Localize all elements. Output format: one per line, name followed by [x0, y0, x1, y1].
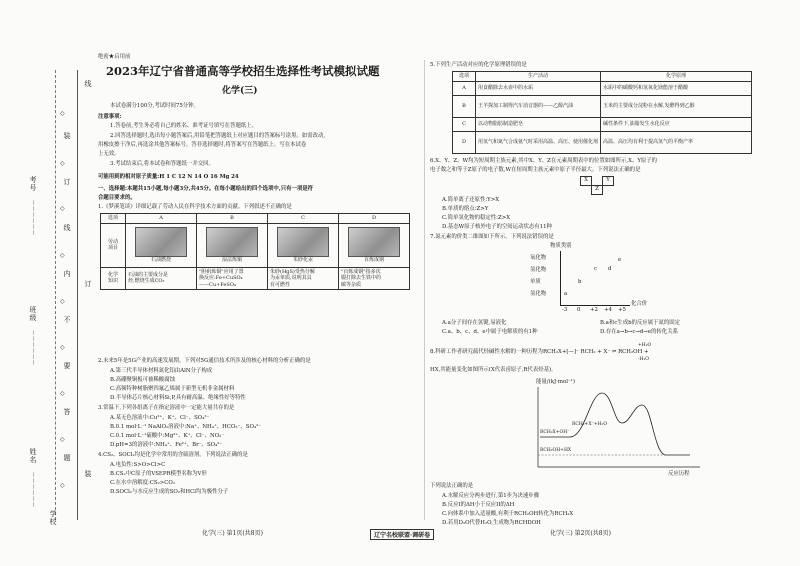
q7-point-a: a [564, 291, 568, 297]
q8-label-product: RCH₂OH+HX [540, 448, 572, 453]
subtitle: 化学(三) [222, 86, 258, 96]
q5-row-d-option: D [453, 131, 476, 153]
steel-image [348, 227, 400, 257]
q1-knowledge-d [339, 267, 410, 290]
diamond-1: ◇ [60, 110, 65, 117]
dash-1: —————— [30, 200, 36, 236]
note-line-4: 上无效。 [98, 151, 120, 157]
q3-option-a: A.某无色溶液中:Cu²⁺、K⁺、Cl⁻、SO₄²⁻ [110, 415, 210, 421]
question-7: 7.氮元素的价类二维图如下所示。下列说法错误的是 [430, 234, 554, 240]
binding-word-1: 装 [63, 132, 71, 140]
diamond-9: ◇ [60, 482, 65, 489]
binding-margin [0, 0, 96, 566]
q5-header-principle: 化学原理 [601, 72, 752, 82]
q6-option-a: A.简单离子还原性:Y>X [442, 197, 500, 203]
q7-x-axis [560, 305, 630, 306]
q1-header-d: D [339, 214, 410, 224]
left-column [98, 46, 418, 546]
binding-word-6: 要 [63, 362, 71, 370]
margin-solid-line [77, 70, 78, 520]
q1-knowledge-d-1: "百炼成钢"指多次 [341, 268, 381, 275]
q1-knowledge-a-2: 烃,燃烧生成CO₂ [128, 278, 165, 285]
diamond-7: ◇ [60, 390, 65, 397]
league-stamp: 辽宁名校联盟·调研卷 [370, 529, 434, 540]
q5-row-b-activity: 王羊探加工制得汽车消音器的——乙醇汽油 [476, 95, 601, 117]
q2-option-b: B.高硼聚铜板可被稀酸腐蚀 [110, 377, 175, 383]
q8-frac-bottom: -H₂O [638, 357, 649, 362]
q5-row-b-option: B [453, 95, 476, 117]
q7-tick-4: +4 [604, 307, 612, 313]
banji-label: 班级 [29, 306, 37, 322]
q1-knowledge-d-2: 锻打除去生铁中的 [341, 275, 382, 281]
q3-option-c: C.0.1 mol·L⁻¹硫酸中:Mg²⁺、K⁺、Cl⁻、NO₃⁻ [110, 433, 225, 439]
section-1-heading: 一、选择题:本题共15小题,每小题3分,共45分。在每小题给出的四个选项中,只有一项是符 [98, 186, 314, 192]
q8-option-b: B.反应I的ΔH小于反应II的ΔH [442, 502, 515, 508]
q8-option-a: A.水解反应分两步进行,第1步为决速步骤 [442, 493, 539, 499]
question-8-cont: HX,其能量变化如图所示(X代表卤原子,R代表烃基)。 [430, 367, 557, 373]
q3-option-b: B.0.1 mol·L⁻¹ NaAlO₂溶液中:Na⁺、NH₄⁺、HCO₃⁻、SO₄²⁻ [110, 424, 262, 430]
q5-row-c-option: C [453, 117, 476, 131]
cinnabar-image [277, 227, 329, 257]
question-2: 2.未来5年是5G产业的高速发展期。下列对5G通信技术所涉及的核心材料的分析正确的是 [98, 358, 311, 364]
q7-option-d: D.存在a→b→c→d→e的转化关系 [600, 329, 678, 335]
q1-row1-label-line2: 项目 [107, 245, 118, 251]
q7-tick-1: -3 [562, 307, 568, 313]
q1-row1-label-line1: 劳动 [107, 238, 118, 245]
q1-caption-b: 湿法炼铜 [221, 256, 242, 263]
atomic-mass-line: 可能用到的相对原子质量:H 1 C 12 N 14 O 16 Mg 24 [98, 174, 239, 180]
dash-3: —————— [30, 472, 36, 508]
q2-option-a: A.第三代半导体材料氮化铝由AlN分子构成 [110, 368, 213, 374]
q2-option-d: D.半导体芯片核心材料Si,P,具有耐高温、绝缘性好等特性 [110, 395, 246, 401]
q8-ylabel: 能量/(kJ·mol⁻¹) [536, 379, 576, 385]
q1-knowledge-c-1: 朱砂(HgS)受热分解 [270, 268, 315, 275]
diamond-6: ◇ [60, 344, 65, 351]
q1-knowledge-b-1: "胆矾炼铜"应用了置 [199, 268, 244, 275]
q4-option-d: D.SOCl₂与水反应生成的SO₂和HCl均为极性分子 [110, 489, 229, 495]
q7-xlabel: 化合价 [631, 301, 648, 307]
q1-knowledge-b-2: 换反应:Fe+CuSO₄ [199, 275, 243, 281]
q8-option-c: C.向体系中加入适量酸,有利于RCH₂OH转化为RCH₂X [442, 511, 574, 517]
q6-cell-z: Z [591, 185, 603, 195]
q5-table [452, 71, 752, 154]
q1-row2-label-line2: 知识 [107, 278, 118, 285]
question-5: 5.下列生产活动对应的化学原理错误的是 [430, 62, 527, 68]
binding-word-8: 题 [63, 454, 71, 462]
diamond-4: ◇ [60, 252, 65, 259]
question-1: 1.《梦溪笔谈》详细记载了劳动人民在科学技术方面的贡献。下列叙述不正确的是 [98, 204, 292, 210]
q6-option-c: C.简单氢化物的稳定性:Z>X [442, 215, 511, 221]
binding-letter-3: 装 [84, 470, 92, 478]
q1-header-b: B [197, 214, 268, 224]
secret-label: 绝密★启用前 [98, 54, 131, 60]
q1-caption-c: 朱砂化汞 [292, 256, 313, 263]
q4-option-c: C.在水中溶解度:CS₂>CO₂ [110, 480, 176, 486]
q5-row-b-principle: 玉米的主要成分淀粉在水解,发酵得到乙醇 [601, 95, 752, 117]
q5-header-option: 选项 [453, 72, 476, 82]
q7-point-c: c [594, 266, 598, 272]
intro-text: 本试卷满分100分,考试时间75分钟。 [110, 103, 199, 109]
q8-chart [530, 379, 710, 479]
q5-row-c-activity: 以动物脂肪制造肥皂 [476, 117, 601, 131]
q8-xlabel: 反应历程 [668, 471, 690, 477]
q7-row-2: 氢化物 [530, 267, 547, 273]
q7-row-3: 单质 [530, 279, 541, 285]
q7-point-e: e [618, 257, 622, 263]
right-footer: 化学(三) 第2页(共8页) [550, 530, 611, 537]
q5-row-d-principle: 高温、高压均有利于提高氢气的平衡产率 [601, 131, 752, 153]
q5-row-a-principle: 水垢中的碳酸钙和氢氧化镁能溶于醋酸 [601, 81, 752, 95]
binding-word-7: 答 [63, 408, 71, 416]
note-line-3: 用橡皮擦干净后,再选涂其他答案标号。答非选择题时,将答案写在答题纸上。写在本试卷 [98, 142, 307, 148]
q1-header-c: C [268, 214, 339, 224]
q2-option-c: C.高频特种树脂聚四氟乙烯属于新型无机非金属材料 [110, 386, 235, 392]
q6-option-d: D.基态W原子核外电子的空间运动状态有11种 [442, 224, 552, 230]
q4-option-b: B.CS₂中C原子的VSEPR模型名称为V形 [110, 471, 207, 477]
q7-ylabel: 物质类别 [550, 243, 572, 249]
notes-title: 注意事项: [98, 114, 122, 120]
q1-knowledge-b [197, 267, 268, 290]
q1-cell-c-img [268, 223, 339, 267]
q1-header-a: A [126, 214, 197, 224]
q8-label-intermediate: RCH₂+X⁻+H₂O [572, 422, 608, 427]
center-fold [424, 60, 425, 520]
q5-header-activity: 生产活动 [476, 72, 601, 82]
q1-knowledge-c-3: 有可燃性 [270, 281, 291, 288]
oil-burning-image [135, 227, 187, 257]
q1-header-option: 选项 [101, 214, 126, 224]
q5-row-a-activity: 用食醋除去水壶中的水垢 [476, 81, 601, 95]
q1-knowledge-d-3: 碳等杂质 [341, 281, 362, 288]
question-6: 6.X、Y、Z、W均为短周期主族元素,其中X、Y、Z在元素周期表中的位置如图所示,X、Y原子的 [430, 158, 658, 164]
q1-table [100, 213, 410, 290]
q1-knowledge-a-1: 石油的主要成分是 [128, 271, 169, 278]
note-line-5: 3.考试结束后,将本试卷和答题纸一并交回。 [110, 161, 214, 167]
q7-tick-3: +2 [590, 307, 598, 313]
q1-knowledge-b-3: ——Cu+FeSO₄ [199, 281, 236, 288]
copper-image [206, 227, 258, 257]
diamond-3: ◇ [60, 205, 65, 212]
q7-option-a: A.a分子间存在氢键,易液化 [442, 320, 507, 326]
binding-word-2: 订 [63, 178, 71, 186]
q1-caption-a: 石油燃烧 [150, 256, 171, 263]
q6-cell-x: X [580, 176, 592, 186]
diamond-8: ◇ [60, 436, 65, 443]
binding-letter-2: 订 [84, 280, 92, 288]
q4-option-a: A.电负性:S>O>Cl>C [110, 462, 166, 468]
q7-option-c: C.a、b、c、d、e中属于电解质的有1种 [442, 329, 538, 335]
question-8: 8.科研工作者研究疏代烃碱性水解的一种历程为RCH₂X+[—]⁻ RCH₂ + X⁻ ⇌ RCH₂OH + [430, 349, 649, 355]
binding-letter-1: 线 [84, 80, 92, 88]
q7-tick-5: +5 [618, 307, 626, 313]
q1-cell-b-img [197, 223, 268, 267]
question-6-cont: 电子数之和等于Z原子的电子数,W在短周期主族元素中原子半径最大。下列说法正确的是 [430, 167, 641, 173]
q1-cell-a-img [126, 223, 197, 267]
right-column [430, 46, 770, 546]
q6-option-b: B.单质的熔点:Z>Y [442, 206, 489, 212]
page-title: 2023年辽宁省普通高等学校招生选择性考试模拟试题 [106, 64, 380, 78]
question-4: 4.CS₂、SOCl₂均是化学中常用的含硫溶剂。下列说法正确的是 [98, 452, 248, 458]
xingming-label: 姓名 [29, 448, 37, 464]
q8-prompt: 下列说法正确的是 [430, 483, 474, 489]
note-line-2: 2.回答选择题时,选出每小题答案后,用铅笔把答题纸上对应题目的答案标号涂黑。如需改动, [110, 133, 326, 139]
q7-point-b: b [578, 279, 582, 285]
q8-frac-top: +H₂O [638, 343, 652, 348]
left-footer: 化学(三) 第1页(共8页) [202, 530, 263, 537]
q7-option-b: B.a和c生成b的反应属于氮的固定 [600, 320, 681, 326]
q7-row-4: 氢化物 [530, 291, 547, 297]
q1-knowledge-c [268, 267, 339, 290]
q5-row-a-option: A [453, 81, 476, 95]
q5-row-d-activity: 用氢气和氮气合成氨气时采用高温、高压、使用催化剂 [476, 131, 601, 153]
note-line-1: 1.答卷前,考生务必将自己的姓名、准考证号填写在答题纸上。 [110, 123, 258, 129]
q1-caption-d: 百炼成钢 [363, 256, 384, 263]
q1-row2-label [101, 267, 126, 290]
q1-cell-d-img [339, 223, 410, 267]
binding-word-4: 内 [63, 270, 71, 278]
binding-word-3: 线 [63, 224, 71, 232]
q7-point-d: d [608, 266, 612, 272]
q1-row2-label-line1: 化学 [107, 271, 118, 278]
diamond-2: ◇ [60, 160, 65, 167]
q7-row-1: 氧化物 [530, 255, 547, 261]
section-1-heading-cont: 合题目要求的。 [98, 195, 136, 201]
q7-chart [530, 243, 650, 315]
question-3: 3.常温下,下列各组离子在指定溶液中一定能大量共存的是 [98, 405, 235, 411]
q8-option-d: D.若用D₂O代替H₂O,生成物为RCHDOH [442, 520, 541, 526]
q5-row-c-principle: 碱性条件下,油脂发生水化反应 [601, 117, 752, 131]
q1-row1-label [101, 223, 126, 267]
xuexiao-label: 学校 [49, 510, 57, 526]
dash-2: —————— [30, 330, 36, 366]
binding-word-5: 不 [63, 316, 71, 324]
q1-knowledge-a [126, 267, 197, 290]
q6-element-grid [580, 176, 620, 194]
diamond-5: ◇ [60, 298, 65, 305]
margin-dashed-line [55, 70, 56, 520]
q8-energy-curve [530, 379, 710, 479]
q3-option-d: D.pH=3的溶液中:NH₄⁺、Fe²⁺、Br⁻、SO₄²⁻ [110, 442, 223, 448]
q8-label-reactant: RCH₂X+OH⁻ [540, 430, 570, 435]
q6-cell-y: Y [602, 176, 614, 186]
kaohao-label: 考号 [29, 176, 37, 192]
q1-knowledge-c-2: 为汞单质,说明其具 [270, 275, 312, 281]
q7-tick-2: 0 [577, 307, 581, 313]
q7-y-axis [560, 251, 561, 305]
